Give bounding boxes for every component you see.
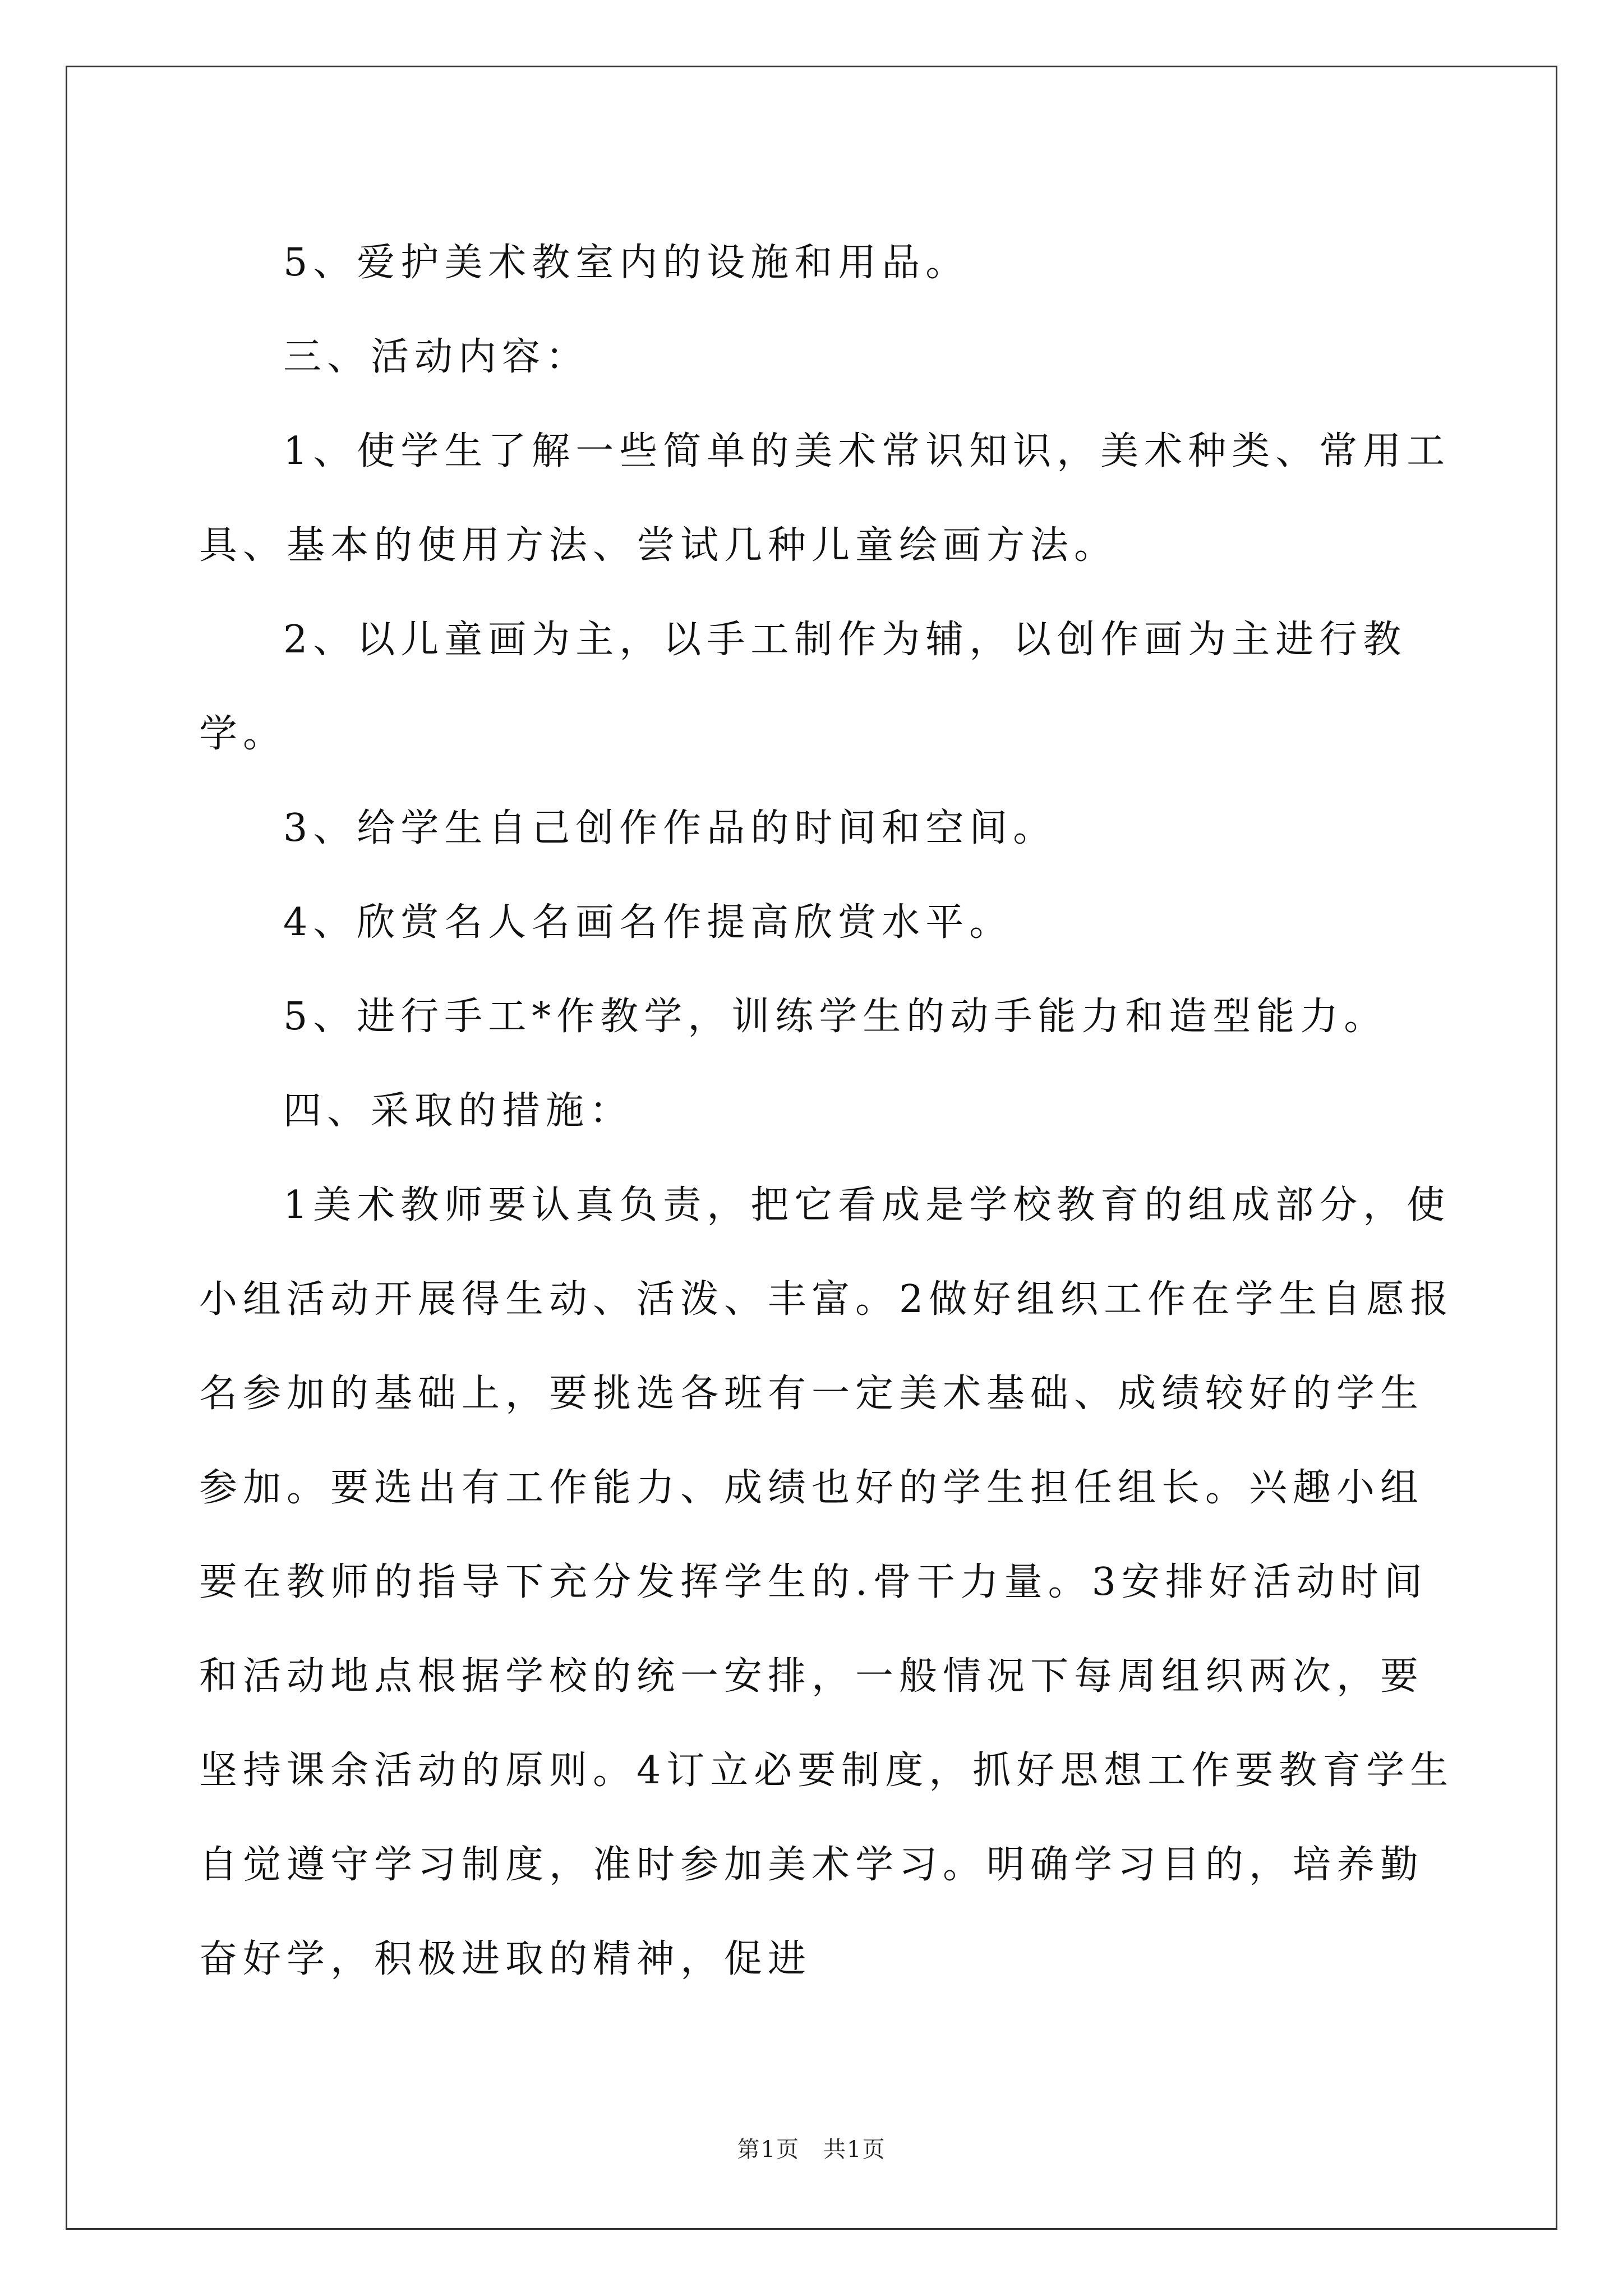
paragraph: 5、进行手工*作教学，训练学生的动手能力和造型能力。: [283, 995, 1388, 1039]
page-number: 第1页 共1页: [737, 2137, 886, 2162]
paragraph: 2、以儿童画为主，以手工制作为辅，以创作画为主进行教学。: [199, 618, 1407, 756]
paragraph: 4、欣赏名人名画名作提高欣赏水平。: [283, 900, 1013, 945]
paragraph: 5、爱护美术教室内的设施和用品。: [283, 241, 970, 285]
section-heading: 三、活动内容：: [283, 335, 590, 379]
paragraph: 1、使学生了解一些简单的美术常识知识，美术种类、常用工具、基本的使用方法、尝试几种儿童绘画方法。: [199, 429, 1451, 568]
document-body: [199, 216, 1461, 2007]
paragraph: 1美术教师要认真负责，把它看成是学校教育的组成部分，使小组活动开展得生动、活泼、丰富。2做好组织工作在学生自愿报名参加的基础上，要挑选各班有一定美术基础、成绩较好的学生参加。要选出有工作能力、成绩也好的学生担任组长。兴趣小组要在教师的指导下充分发挥学生的.骨干力量。3安排好活动时间和活动地点根据学校的统一安排，一般情况下每周组织两次，要坚持课余活动的原则。4订立必要制度，抓好思想工作要教育学生自觉遵守学习制度，准时参加美术学习。明确学习目的，培养勤奋好学，积极进取的精神，促进: [199, 1183, 1454, 1981]
section-heading: 四、采取的措施：: [283, 1089, 634, 1133]
paragraph: 3、给学生自己创作作品的时间和空间。: [283, 806, 1057, 850]
